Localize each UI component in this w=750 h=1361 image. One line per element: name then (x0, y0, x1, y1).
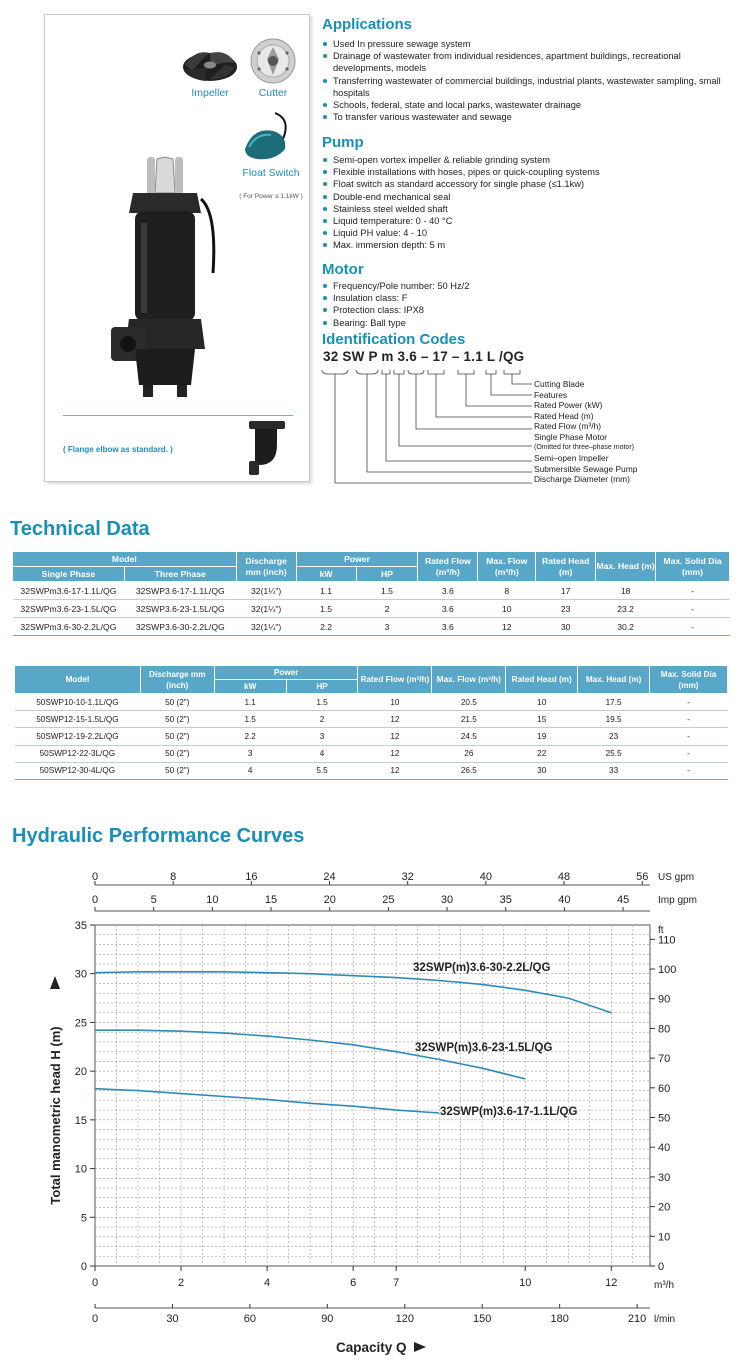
us-gpm-tick-label: 56 (636, 871, 649, 883)
y-tick-label: 0 (80, 1261, 87, 1273)
ft-tick-label: 80 (658, 1023, 671, 1036)
cell: 22 (506, 745, 578, 762)
list-item: Drainage of wastewater from individual residences, apartment buildings, recreational developments, models (322, 50, 742, 74)
x-tick-label: 2 (177, 1277, 185, 1289)
table-row (15, 711, 728, 728)
ft-tick-label: 20 (658, 1201, 671, 1214)
y-tick-label: 5 (80, 1212, 87, 1225)
cell: 17.5 (578, 694, 650, 711)
cell: 3.6 (418, 582, 478, 600)
ft-tick-label: 0 (658, 1261, 665, 1273)
list-item: Max. immersion depth: 5 m (322, 239, 742, 251)
cell: 23.2 (596, 600, 656, 618)
list-item: Frequency/Pole number: 50 Hz/2 (322, 280, 742, 292)
cell: 3.6 (418, 600, 478, 618)
ft-tick-label: 60 (658, 1082, 671, 1095)
cell: 32SWPm3.6-17-1.1L/QG (13, 582, 125, 600)
ft-tick-label: 50 (658, 1112, 671, 1125)
curves-title: Hydraulic Performance Curves (12, 825, 305, 847)
l-min-unit-label: l/min (654, 1314, 676, 1325)
list-item: Float switch as standard accessory for single phase (≤1.1kw) (322, 178, 742, 190)
legend-item: Features (534, 389, 568, 400)
flange-note: ( Flange elbow as standard. ) (63, 445, 173, 454)
cell: 8 (478, 582, 536, 600)
legend-item: Rated Power (kW) (534, 400, 603, 411)
x-unit-label: m³/h (654, 1280, 674, 1291)
cell: 1.5 (296, 600, 356, 618)
table-row (15, 728, 728, 745)
cell: 32(1¼") (236, 582, 296, 600)
cell: 50 (2") (140, 711, 214, 728)
x-tick-label: 12 (605, 1277, 618, 1289)
col-header-max-flow: Max. Flow (m³/h) (478, 552, 536, 582)
list-item: Liquid PH value: 4 - 10 (322, 227, 742, 239)
l-min-tick-label: 210 (627, 1313, 647, 1325)
cell: 2 (356, 600, 418, 618)
cell: 32(1¼") (236, 618, 296, 636)
cell: 1.5 (356, 582, 418, 600)
cell: 10 (506, 694, 578, 711)
imp-gpm-tick-label: 10 (206, 894, 219, 906)
y-tick-label: 35 (74, 920, 87, 932)
col-header-three-phase: Three Phase (124, 567, 236, 582)
list-item: Bearing: Ball type (322, 317, 742, 329)
imp-gpm-tick-label: 35 (499, 894, 512, 906)
series-label: 32SWP(m)3.6-23-1.5L/QG (415, 1042, 553, 1054)
table-row (13, 582, 730, 600)
cell: 1.1 (296, 582, 356, 600)
cell: 50 (2") (140, 728, 214, 745)
col-header-model: Model (13, 552, 237, 567)
cell: 50 (2") (140, 762, 214, 779)
cell: - (650, 694, 728, 711)
col-header-rated-head: Rated Head (m) (536, 552, 596, 582)
col-header-hp: HP (286, 680, 358, 694)
legend-item: Single Phase Motor (534, 431, 608, 442)
float-switch-label: Float Switch (242, 167, 300, 179)
table-body (15, 694, 728, 780)
technical-table-single-three (12, 551, 730, 636)
cell: 12 (358, 711, 432, 728)
l-min-tick-label: 180 (550, 1313, 569, 1325)
col-header-discharge: Discharge mm (inch) (140, 666, 214, 694)
cell: 3 (286, 728, 358, 745)
cell: 30 (536, 618, 596, 636)
cell: 32SWP3.6-17-1.1L/QG (124, 582, 236, 600)
panel-divider (63, 415, 293, 416)
impeller-label: Impeller (191, 87, 229, 99)
cell: 4 (214, 762, 286, 779)
y-tick-label: 15 (74, 1114, 87, 1127)
legend-item: (Omitted for three–phase motor) (534, 443, 634, 451)
col-header-kw: kW (296, 567, 356, 582)
cutter-image (249, 37, 297, 85)
float-switch-image (235, 109, 301, 167)
applications-list (322, 38, 742, 123)
col-header-max-solid: Max. Solid Dia (mm) (656, 552, 730, 582)
cell: - (656, 618, 730, 636)
cell: 1.5 (214, 711, 286, 728)
us-gpm-tick-label: 24 (323, 871, 336, 883)
col-header-single-phase: Single Phase (13, 567, 125, 582)
list-item: To transfer various wastewater and sewage (322, 111, 742, 123)
col-header-max-solid: Max. Solid Dia (mm) (650, 666, 728, 694)
list-item: Semi-open vortex impeller & reliable grinding system (322, 154, 742, 166)
col-header-power: Power (296, 552, 418, 567)
cutter-label: Cutter (258, 87, 288, 99)
legend-item: Cutting Blade (534, 379, 585, 389)
imp-gpm-tick-label: 40 (558, 894, 571, 906)
col-header-model: Model (15, 666, 141, 694)
cell: 32(1¼") (236, 600, 296, 618)
cell: 50SWP12-19-2.2L/QG (15, 728, 141, 745)
list-item: Used In pressure sewage system (322, 38, 742, 50)
ft-tick-label: 100 (658, 964, 677, 977)
cell: 2.2 (296, 618, 356, 636)
col-header-max-flow: Max. Flow (m³/h) (432, 666, 506, 694)
table-row (13, 618, 730, 636)
flange-elbow-image (245, 419, 291, 477)
imp-gpm-tick-label: 30 (440, 894, 454, 906)
y-tick-label: 25 (74, 1017, 87, 1030)
cell: 24.5 (432, 728, 506, 745)
identification-code: 32 SW P m 3.6 – 17 – 1.1 L /QG (323, 349, 525, 364)
cell: 26 (432, 745, 506, 762)
cell: 12 (478, 618, 536, 636)
x-tick-label: 0 (91, 1277, 99, 1289)
y-tick-label: 30 (74, 968, 87, 981)
cell: 23 (536, 600, 596, 618)
cell: 50SWP12-30-4L/QG (15, 762, 141, 779)
cell: 32SWP3.6-23-1.5L/QG (124, 600, 236, 618)
cell: - (656, 600, 730, 618)
cell: 3 (356, 618, 418, 636)
table-row (15, 694, 728, 711)
us-gpm-tick-label: 0 (91, 871, 99, 883)
cell: 33 (578, 762, 650, 779)
list-item: Double-end mechanical seal (322, 191, 742, 203)
imp-gpm-tick-label: 45 (616, 894, 630, 906)
ft-unit-label: ft (658, 925, 664, 936)
legend-item: Semi–open Impeller (534, 453, 609, 464)
cell: 3.6 (418, 618, 478, 636)
col-header-rated-head: Rated Head (m) (506, 666, 578, 694)
cell: - (650, 762, 728, 779)
cell: 10 (358, 694, 432, 711)
list-item: Stainless steel welded shaft (322, 203, 742, 215)
identification-leader-lines (320, 362, 540, 486)
identification-legend (534, 379, 637, 485)
identification-title: Identification Codes (322, 331, 466, 348)
imp-gpm-tick-label: 0 (91, 894, 99, 906)
list-item: Liquid temperature: 0 - 40 °C (322, 215, 742, 227)
col-header-power: Power (214, 666, 358, 680)
cell: 20.5 (432, 694, 506, 711)
cell: 2 (286, 711, 358, 728)
cell: 12 (358, 728, 432, 745)
cell: 30.2 (596, 618, 656, 636)
l-min-tick-label: 150 (473, 1313, 492, 1325)
technical-data-title: Technical Data (10, 518, 150, 540)
imp-gpm-tick-label: 5 (150, 894, 157, 906)
l-min-tick-label: 120 (395, 1313, 414, 1325)
legend-item: Rated Flow (m³/h) (534, 421, 602, 432)
cell: 19 (506, 728, 578, 745)
ft-tick-label: 110 (658, 934, 676, 947)
col-header-discharge: Discharge mm (inch) (236, 552, 296, 582)
list-item: Flexible installations with hoses, pipes or quick-coupling systems (322, 166, 742, 178)
x-tick-label: 6 (350, 1277, 357, 1289)
ft-tick-label: 70 (658, 1053, 671, 1066)
cell: 50 (2") (140, 694, 214, 711)
cell: 17 (536, 582, 596, 600)
performance-chart (0, 860, 750, 1361)
cell: 21.5 (432, 711, 506, 728)
cell: 32SWPm3.6-23-1.5L/QG (13, 600, 125, 618)
us-gpm-tick-label: 32 (401, 871, 414, 883)
ft-tick-label: 90 (658, 993, 671, 1006)
pump-title: Pump (322, 134, 364, 151)
float-switch-note: ( For Power ≤ 1.1kW ) (239, 193, 303, 200)
technical-table-three-phase (14, 665, 728, 780)
us-gpm-tick-label: 48 (557, 871, 571, 883)
cell: 26.5 (432, 762, 506, 779)
col-header-rated-flow: Rated Flow (m³/h) (418, 552, 478, 582)
cell: 30 (506, 762, 578, 779)
product-panel (44, 14, 310, 482)
l-min-tick-label: 30 (166, 1313, 179, 1325)
us-gpm-tick-label: 40 (479, 871, 492, 883)
y-axis-arrow-icon (50, 976, 60, 989)
l-min-tick-label: 60 (243, 1313, 257, 1325)
x-tick-label: 4 (264, 1277, 271, 1289)
x-axis-label: Capacity Q (336, 1340, 407, 1355)
cell: 18 (596, 582, 656, 600)
cell: 25.5 (578, 745, 650, 762)
imp-gpm-tick-label: 15 (264, 894, 278, 906)
imp-gpm-tick-label: 25 (382, 894, 395, 906)
us-gpm-tick-label: 8 (170, 871, 177, 883)
legend-item: Submersible Sewage Pump (534, 463, 638, 474)
ft-tick-label: 30 (658, 1171, 671, 1184)
us-gpm-unit-label: US gpm (658, 872, 695, 883)
list-item: Protection class: IPX8 (322, 304, 742, 316)
col-header-hp: HP (356, 567, 418, 582)
ft-tick-label: 40 (658, 1142, 671, 1155)
cell: 50SWP12-15-1.5L/QG (15, 711, 141, 728)
y-tick-label: 10 (74, 1163, 87, 1176)
cell: 10 (478, 600, 536, 618)
l-min-tick-label: 0 (91, 1313, 99, 1325)
cell: 3 (214, 745, 286, 762)
cell: 32SWPm3.6-30-2.2L/QG (13, 618, 125, 636)
cell: - (650, 728, 728, 745)
col-header-max-head: Max. Head (m) (578, 666, 650, 694)
cell: 50 (2") (140, 745, 214, 762)
cell: - (650, 745, 728, 762)
cell: 12 (358, 762, 432, 779)
us-gpm-tick-label: 16 (245, 871, 258, 883)
legend-item: Rated Head (m) (534, 410, 594, 421)
cell: 15 (506, 711, 578, 728)
col-header-max-head: Max. Head (m) (596, 552, 656, 582)
table-row (15, 762, 728, 779)
imp-gpm-tick-label: 20 (323, 894, 336, 906)
cell: - (650, 711, 728, 728)
l-min-tick-label: 90 (321, 1313, 334, 1325)
cell: 1.1 (214, 694, 286, 711)
table-row (15, 745, 728, 762)
cell: - (656, 582, 730, 600)
cell: 1.5 (286, 694, 358, 711)
series-label: 32SWP(m)3.6-17-1.1L/QG (440, 1106, 578, 1118)
x-tick-label: 7 (393, 1277, 400, 1289)
cell: 4 (286, 745, 358, 762)
series-label: 32SWP(m)3.6-30-2.2L/QG (413, 962, 551, 974)
y-tick-label: 20 (74, 1066, 87, 1079)
impeller-image (181, 41, 239, 87)
list-item: Schools, federal, state and local parks, wastewater drainage (322, 99, 742, 111)
applications-title: Applications (322, 16, 413, 33)
pump-image (105, 153, 225, 401)
list-item: Transferring wastewater of commercial buildings, industrial plants, wastewater sampling, small hospitals (322, 75, 742, 99)
motor-list (322, 280, 742, 329)
cell: 5.5 (286, 762, 358, 779)
list-item: Insulation class: F (322, 292, 742, 304)
y-axis-label: Total manometric head H (m) (48, 1026, 63, 1205)
table-row (13, 600, 730, 618)
x-tick-label: 10 (519, 1277, 532, 1289)
cell: 12 (358, 745, 432, 762)
imp-gpm-unit-label: Imp gpm (658, 895, 697, 906)
cell: 32SWP3.6-30-2.2L/QG (124, 618, 236, 636)
cell: 2.2 (214, 728, 286, 745)
col-header-rated-flow: Rated Flow (m³/h) (358, 666, 432, 694)
cell: 50SWP10-10-1.1L/QG (15, 694, 141, 711)
x-axis-arrow-icon (414, 1342, 426, 1352)
ft-tick-label: 10 (658, 1231, 671, 1244)
motor-title: Motor (322, 261, 364, 278)
cell: 50SWP12-22-3L/QG (15, 745, 141, 762)
pump-list (322, 154, 742, 252)
cell: 23 (578, 728, 650, 745)
col-header-kw: kW (214, 680, 286, 694)
cell: 19.5 (578, 711, 650, 728)
legend-item: Discharge Diameter (mm) (534, 474, 630, 485)
